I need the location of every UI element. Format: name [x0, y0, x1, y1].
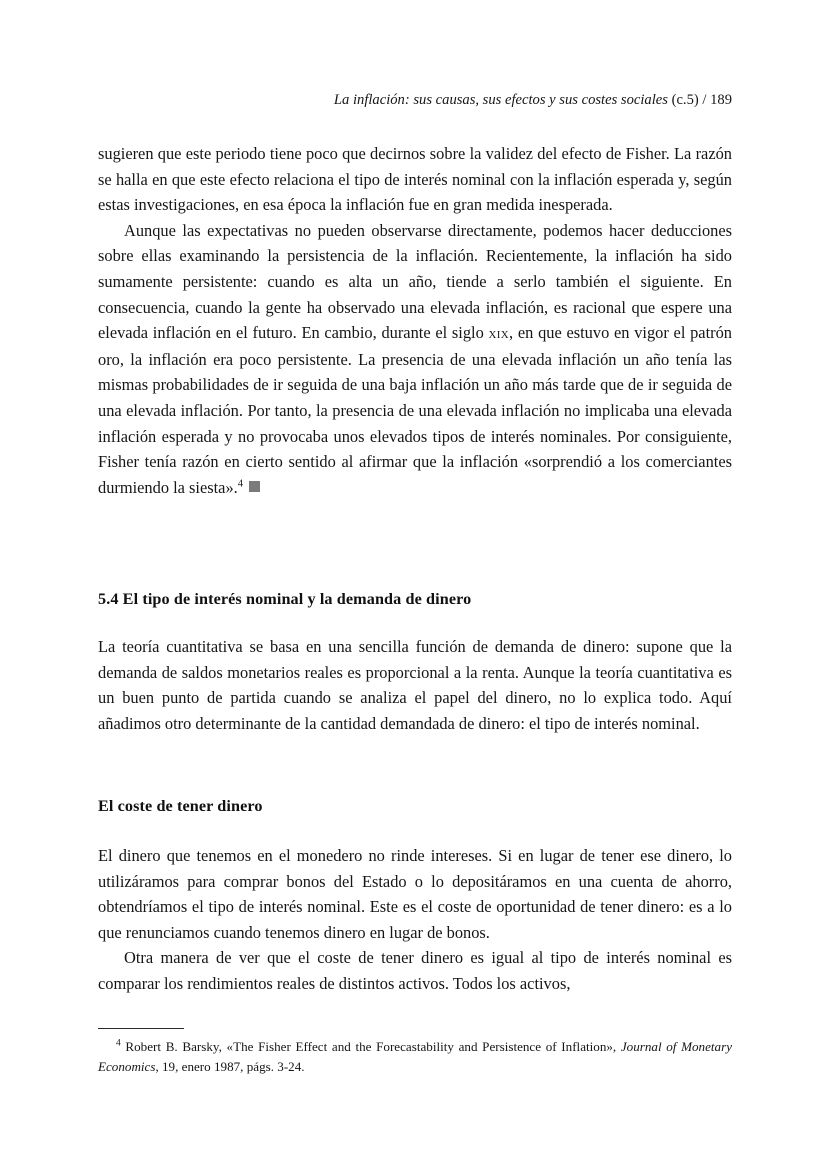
footnote-4 [98, 1037, 732, 1077]
running-head-title: La inflación: sus causas, sus efectos y sus costes sociales [333, 92, 668, 108]
paragraph-text: El dinero que tenemos en el monedero no rinde intereses. Si en lugar de tener ese dinero, lo utilizáramos para comprar bonos del Estado o lo depositáramos en una cuenta de ahorro, obtendríamos el tipo de interés nominal. Este es el coste de oportunidad de tener dinero: es a lo que renunciamos cuando tenemos dinero en lugar de bonos. [98, 846, 732, 942]
paragraph-text: Otra manera de ver que el coste de tener dinero es igual al tipo de interés nominal es comparar los rendimientos reales de distintos activos. Todos los activos, [98, 948, 732, 993]
footnote-marker: 4 [116, 1038, 121, 1049]
subsection-body-block [98, 843, 732, 997]
running-head-chapter: (c.5) [671, 92, 699, 108]
paragraph-text: La teoría cuantitativa se basa en una sencilla función de demanda de dinero: supone que la demanda de saldos monetarios reales es proporcional a la renta. Aunque la teoría cuantitativa es un buen punto de partida cuando se analiza el papel del dinero, no lo explica todo. Aquí añadimos otro determinante de la cantidad demandada de dinero: el tipo de interés nominal. [98, 637, 732, 733]
footnote-reference-4[interactable]: 4 [237, 478, 243, 490]
body-text-block-top [98, 141, 732, 500]
footnote-text-part-2: , 19, enero 1987, págs. 3-24. [155, 1059, 305, 1074]
section-heading-block [98, 588, 732, 610]
subsection-heading-cost-of-money: El coste de tener dinero [98, 797, 263, 815]
running-head-separator: / [702, 92, 707, 108]
paragraph-money-no-interest [98, 843, 732, 945]
subsection-heading-block [98, 795, 732, 817]
section-heading-5-4: 5.4 El tipo de interés nominal y la demanda de dinero [98, 590, 472, 608]
footnote-text-part-1: Robert B. Barsky, «The Fisher Effect and the Forecastability and Persistence of Inflation», [125, 1039, 621, 1054]
paragraph-quantity-theory [98, 634, 732, 736]
paragraph-text-part-2: , en que estuvo en vigor el patrón oro, la inflación era poco persistente. La presencia de una elevada inflación un año tenía las mismas probabilidades de ir seguida de una baja inflación un año más tarde que de ir seguida de una elevada inflación. Por tanto, la presencia de una elevada inflación no implicaba una elevada inflación esperada y no provocaba unos elevados tipos de interés nominales. Por consiguiente, Fisher tenía razón en cierto sentido al afirmar que la inflación «sorprendió a los comerciantes durmiendo la siesta». [98, 323, 732, 497]
section-body-block [98, 634, 732, 736]
end-of-section-marker-icon [249, 481, 260, 492]
paragraph-text: sugieren que este periodo tiene poco que decirnos sobre la validez del efecto de Fisher. La razón se halla en que este efecto relaciona el tipo de interés nominal con la inflación esperada y, según estas investigaciones, en esa época la inflación fue en gran medida inesperada. [98, 144, 732, 215]
footnote-area [98, 1028, 732, 1077]
paragraph-continuation [98, 141, 732, 218]
footnote-separator-rule [98, 1028, 184, 1029]
running-head [98, 92, 732, 110]
footnote-journal-title: Journal of Monetary Economics [98, 1039, 733, 1074]
paragraph-text-part-1: Aunque las expectativas no pueden observarse directamente, podemos hacer deducciones sobre ellas examinando la persistencia de la inflación. Recientemente, la inflación ha sido sumamente persistente: cuando es alta un año, tiende a serlo también el siguiente. En consecuencia, cuando la gente ha observado una elevada inflación, es racional que espere una elevada inflación en el futuro. En cambio, durante el siglo [98, 220, 732, 343]
century-smallcaps: xix [488, 325, 510, 343]
paragraph-expectations [98, 218, 732, 501]
paragraph-real-returns [98, 945, 732, 996]
page-number: 189 [710, 92, 732, 108]
